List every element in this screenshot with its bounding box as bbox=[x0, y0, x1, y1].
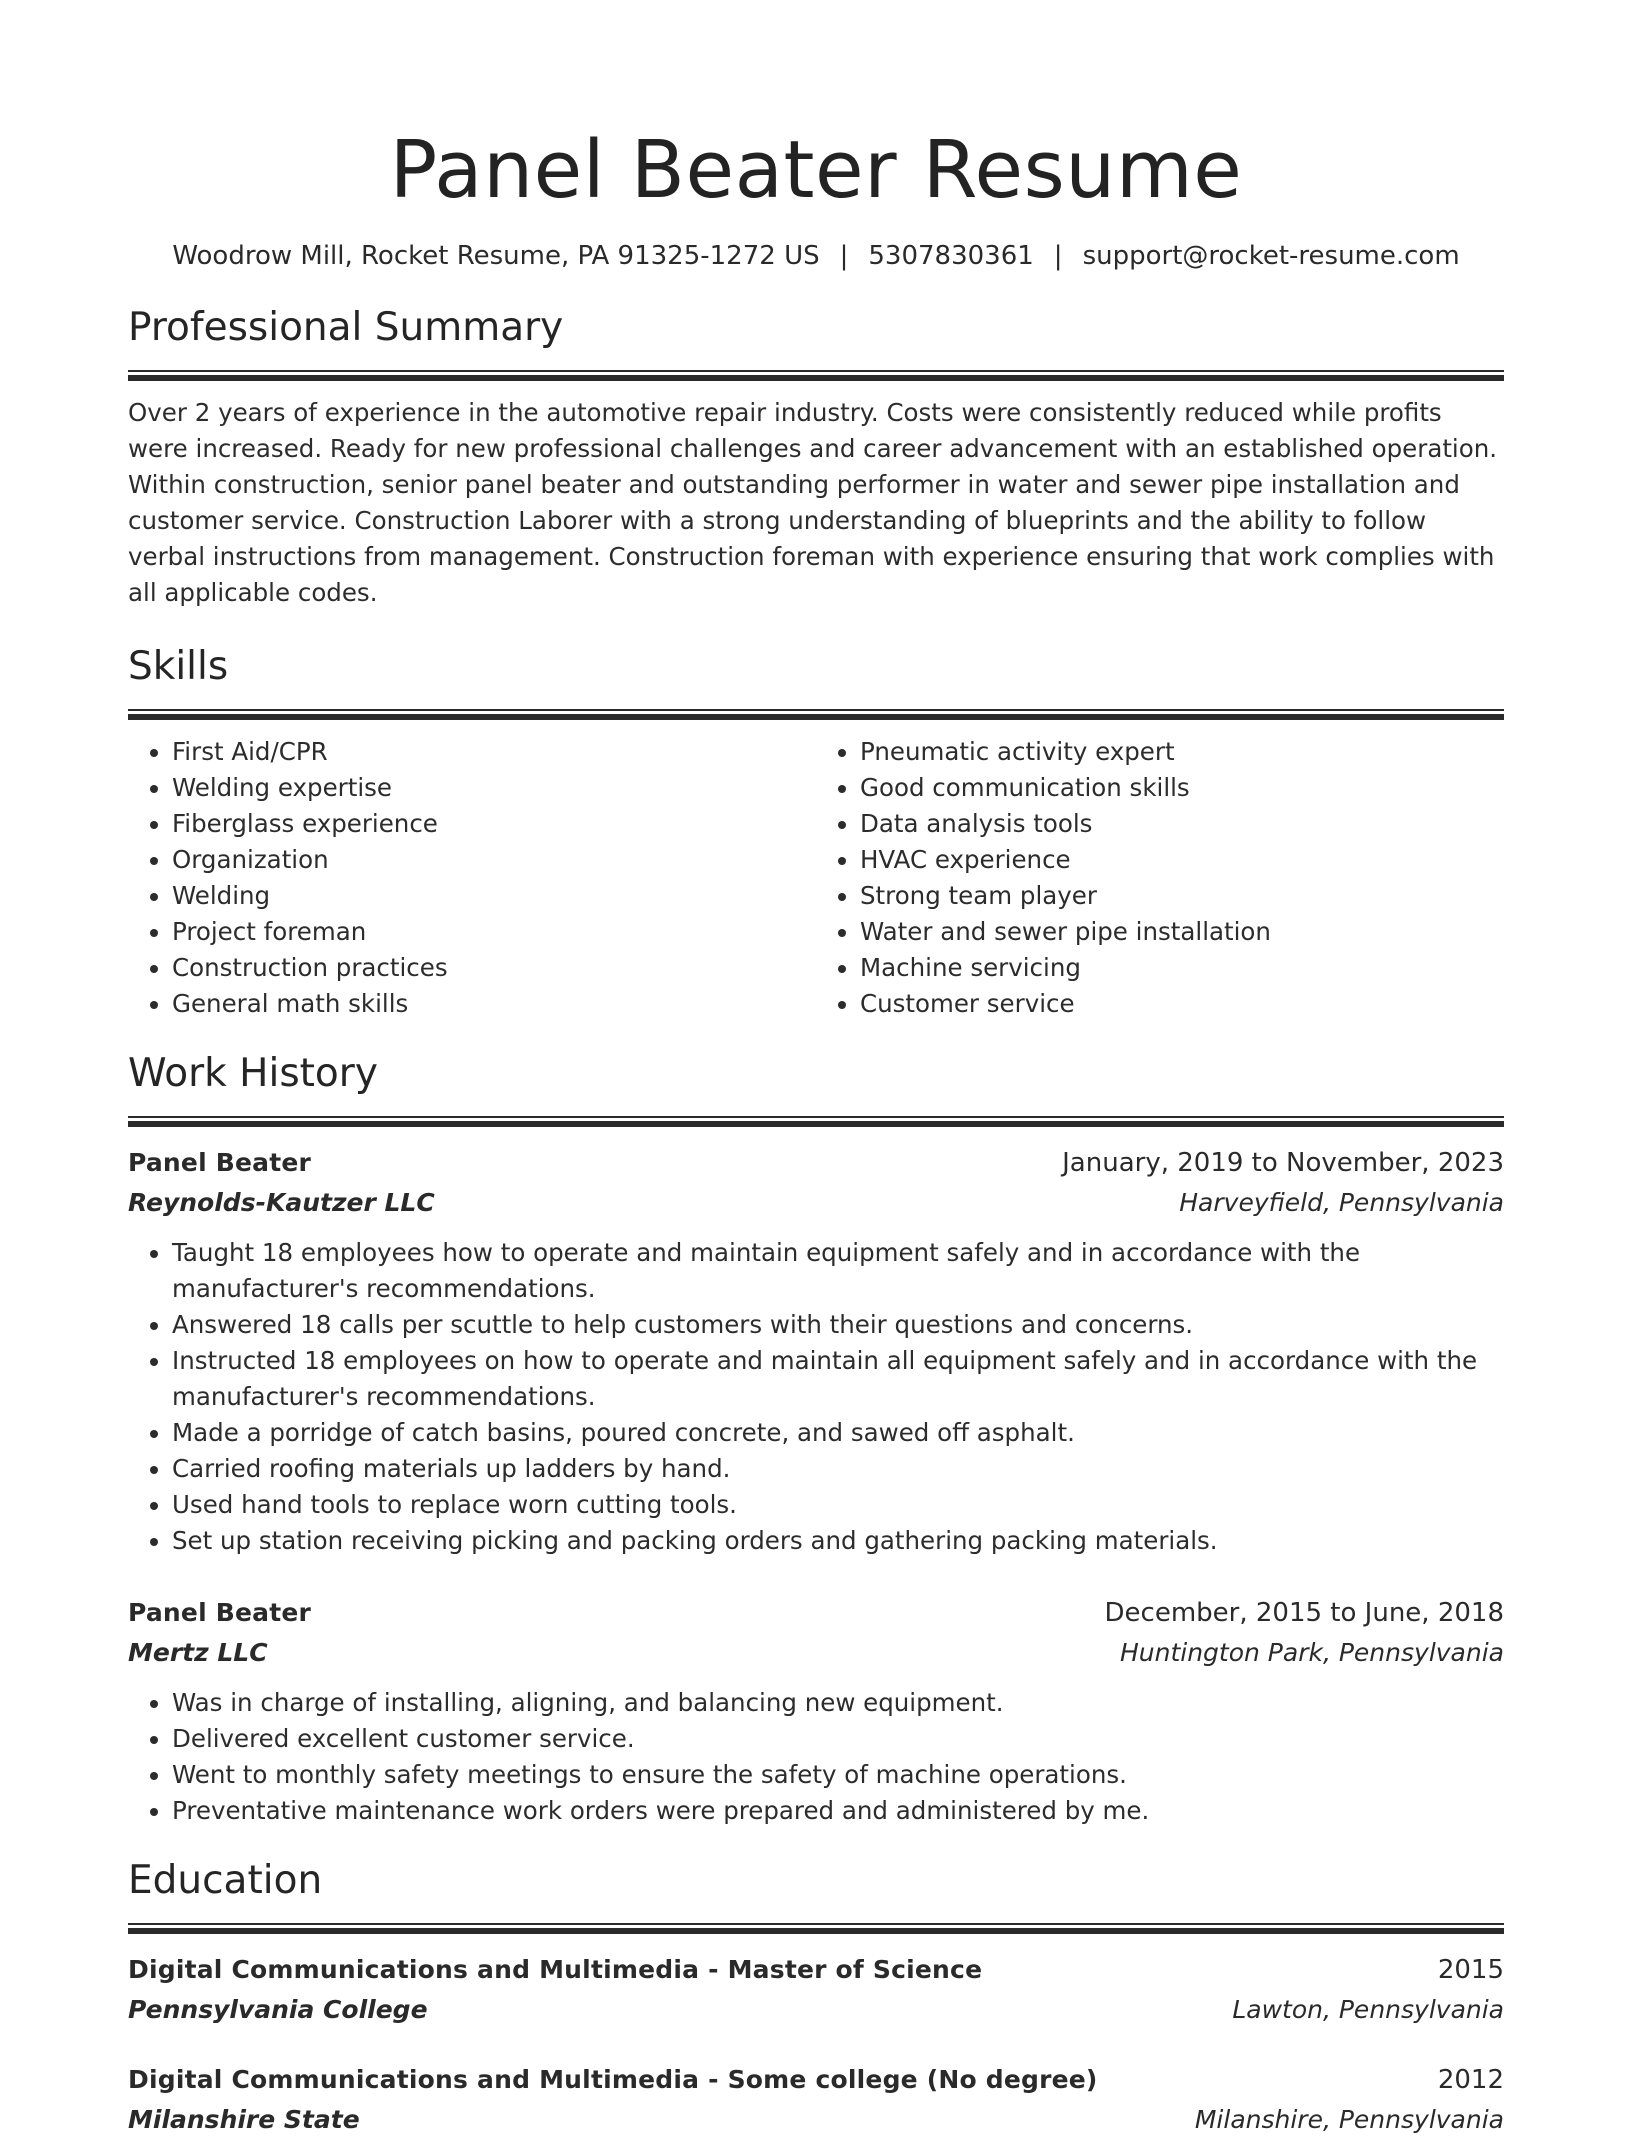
section-divider bbox=[128, 1116, 1504, 1127]
job-bullet: • Used hand tools to replace worn cutting tools. bbox=[172, 1487, 1504, 1523]
job-bullet: • Went to monthly safety meetings to ensure the safety of machine operations. bbox=[172, 1757, 1504, 1793]
job-bullet: • Set up station receiving picking and packing orders and gathering packing materials. bbox=[172, 1523, 1504, 1559]
section-divider bbox=[128, 370, 1504, 381]
job-bullet: • Was in charge of installing, aligning, and balancing new equipment. bbox=[172, 1685, 1504, 1721]
education-entry bbox=[128, 1950, 1504, 2030]
contact-separator: | bbox=[1053, 241, 1063, 271]
job-header-row bbox=[128, 1593, 1504, 1633]
job-bullet: • Taught 18 employees how to operate and maintain equipment safely and in accordance with the manufacturer's recommendations. bbox=[172, 1235, 1504, 1307]
job-title: Panel Beater bbox=[128, 1148, 312, 1177]
contact-email: support@rocket-resume.com bbox=[1082, 241, 1460, 271]
skill-item: • Project foreman bbox=[172, 914, 816, 950]
resume-title: Panel Beater Resume bbox=[389, 124, 1243, 216]
job-bullet: • Instructed 18 employees on how to operate and maintain all equipment safely and in accordance with the manufacturer's recommendations. bbox=[172, 1343, 1504, 1415]
job-bullets bbox=[128, 1685, 1504, 1829]
skills-list-right bbox=[816, 734, 1504, 1022]
skills-columns bbox=[128, 734, 1504, 1022]
job-company-row bbox=[128, 1633, 1504, 1673]
job-bullet: • Made a porridge of catch basins, poured concrete, and sawed off asphalt. bbox=[172, 1415, 1504, 1451]
contact-address: Woodrow Mill, Rocket Resume, PA 91325-1272 US bbox=[172, 241, 820, 271]
contact-separator: | bbox=[839, 241, 849, 271]
resume-page bbox=[128, 0, 1504, 2140]
skill-item: • Customer service bbox=[860, 986, 1504, 1022]
skill-item: • Welding bbox=[172, 878, 816, 914]
skills-section bbox=[128, 641, 1504, 1022]
education-degree: Digital Communications and Multimedia - Some college (No degree) bbox=[128, 2065, 1098, 2094]
summary-section bbox=[128, 302, 1504, 611]
education-location: Milanshire, Pennsylvania bbox=[1194, 2105, 1504, 2134]
skill-item: • Fiberglass experience bbox=[172, 806, 816, 842]
skill-item: • Organization bbox=[172, 842, 816, 878]
education-header-row bbox=[128, 2060, 1504, 2100]
job-location: Harveyfield, Pennsylvania bbox=[1179, 1188, 1504, 1217]
skills-list-left bbox=[128, 734, 816, 1022]
job-bullet: • Preventative maintenance work orders were prepared and administered by me. bbox=[172, 1793, 1504, 1829]
job-title: Panel Beater bbox=[128, 1598, 312, 1627]
job-dates: December, 2015 to June, 2018 bbox=[1104, 1598, 1504, 1628]
job-bullets bbox=[128, 1235, 1504, 1559]
skill-item: • Good communication skills bbox=[860, 770, 1504, 806]
section-heading: Skills bbox=[128, 644, 229, 689]
education-year: 2015 bbox=[1437, 1955, 1504, 1985]
skill-item: • Construction practices bbox=[172, 950, 816, 986]
education-header-row bbox=[128, 1950, 1504, 1990]
job-bullet: • Answered 18 calls per scuttle to help customers with their questions and concerns. bbox=[172, 1307, 1504, 1343]
education-degree: Digital Communications and Multimedia - Master of Science bbox=[128, 1955, 983, 1984]
education-school: Pennsylvania College bbox=[128, 1995, 428, 2024]
education-year: 2012 bbox=[1437, 2065, 1504, 2095]
contact-line bbox=[128, 238, 1504, 274]
education-entry bbox=[128, 2060, 1504, 2140]
section-heading: Education bbox=[128, 1858, 323, 1903]
skill-item: • General math skills bbox=[172, 986, 816, 1022]
skill-item: • Strong team player bbox=[860, 878, 1504, 914]
job-dates: January, 2019 to November, 2023 bbox=[1062, 1148, 1504, 1178]
job-company: Reynolds-Kautzer LLC bbox=[128, 1188, 435, 1217]
job-header-row bbox=[128, 1143, 1504, 1183]
education-school-row bbox=[128, 2100, 1504, 2140]
job-entry bbox=[128, 1593, 1504, 1829]
summary-text: Over 2 years of experience in the automotive repair industry. Costs were consistently reduced while profits were increased. Ready for new professional challenges and career advancement with an established operation. Within construction, senior panel beater and outstanding performer in water and sewer pipe installation and customer service. Construction Laborer with a strong understanding of blueprints and the ability to follow verbal instructions from management. Construction foreman with experience ensuring that work complies with all applicable codes. bbox=[128, 398, 1498, 607]
job-company-row bbox=[128, 1183, 1504, 1223]
skill-item: • Pneumatic activity expert bbox=[860, 734, 1504, 770]
skill-item: • Water and sewer pipe installation bbox=[860, 914, 1504, 950]
skill-item: • Machine servicing bbox=[860, 950, 1504, 986]
section-heading: Work History bbox=[128, 1051, 378, 1096]
skill-item: • Data analysis tools bbox=[860, 806, 1504, 842]
education-location: Lawton, Pennsylvania bbox=[1232, 1995, 1504, 2024]
section-divider bbox=[128, 709, 1504, 720]
contact-phone: 5307830361 bbox=[868, 241, 1034, 271]
job-bullet: • Delivered excellent customer service. bbox=[172, 1721, 1504, 1757]
job-bullet: • Carried roofing materials up ladders by hand. bbox=[172, 1451, 1504, 1487]
education-school: Milanshire State bbox=[128, 2105, 360, 2134]
skill-item: • First Aid/CPR bbox=[172, 734, 816, 770]
job-location: Huntington Park, Pennsylvania bbox=[1119, 1638, 1504, 1667]
work-history-section bbox=[128, 1048, 1504, 1829]
section-heading: Professional Summary bbox=[128, 305, 564, 350]
job-company: Mertz LLC bbox=[128, 1638, 268, 1667]
education-school-row bbox=[128, 1990, 1504, 2030]
skill-item: • HVAC experience bbox=[860, 842, 1504, 878]
education-section bbox=[128, 1855, 1504, 2140]
skill-item: • Welding expertise bbox=[172, 770, 816, 806]
section-divider bbox=[128, 1923, 1504, 1934]
job-entry bbox=[128, 1143, 1504, 1559]
